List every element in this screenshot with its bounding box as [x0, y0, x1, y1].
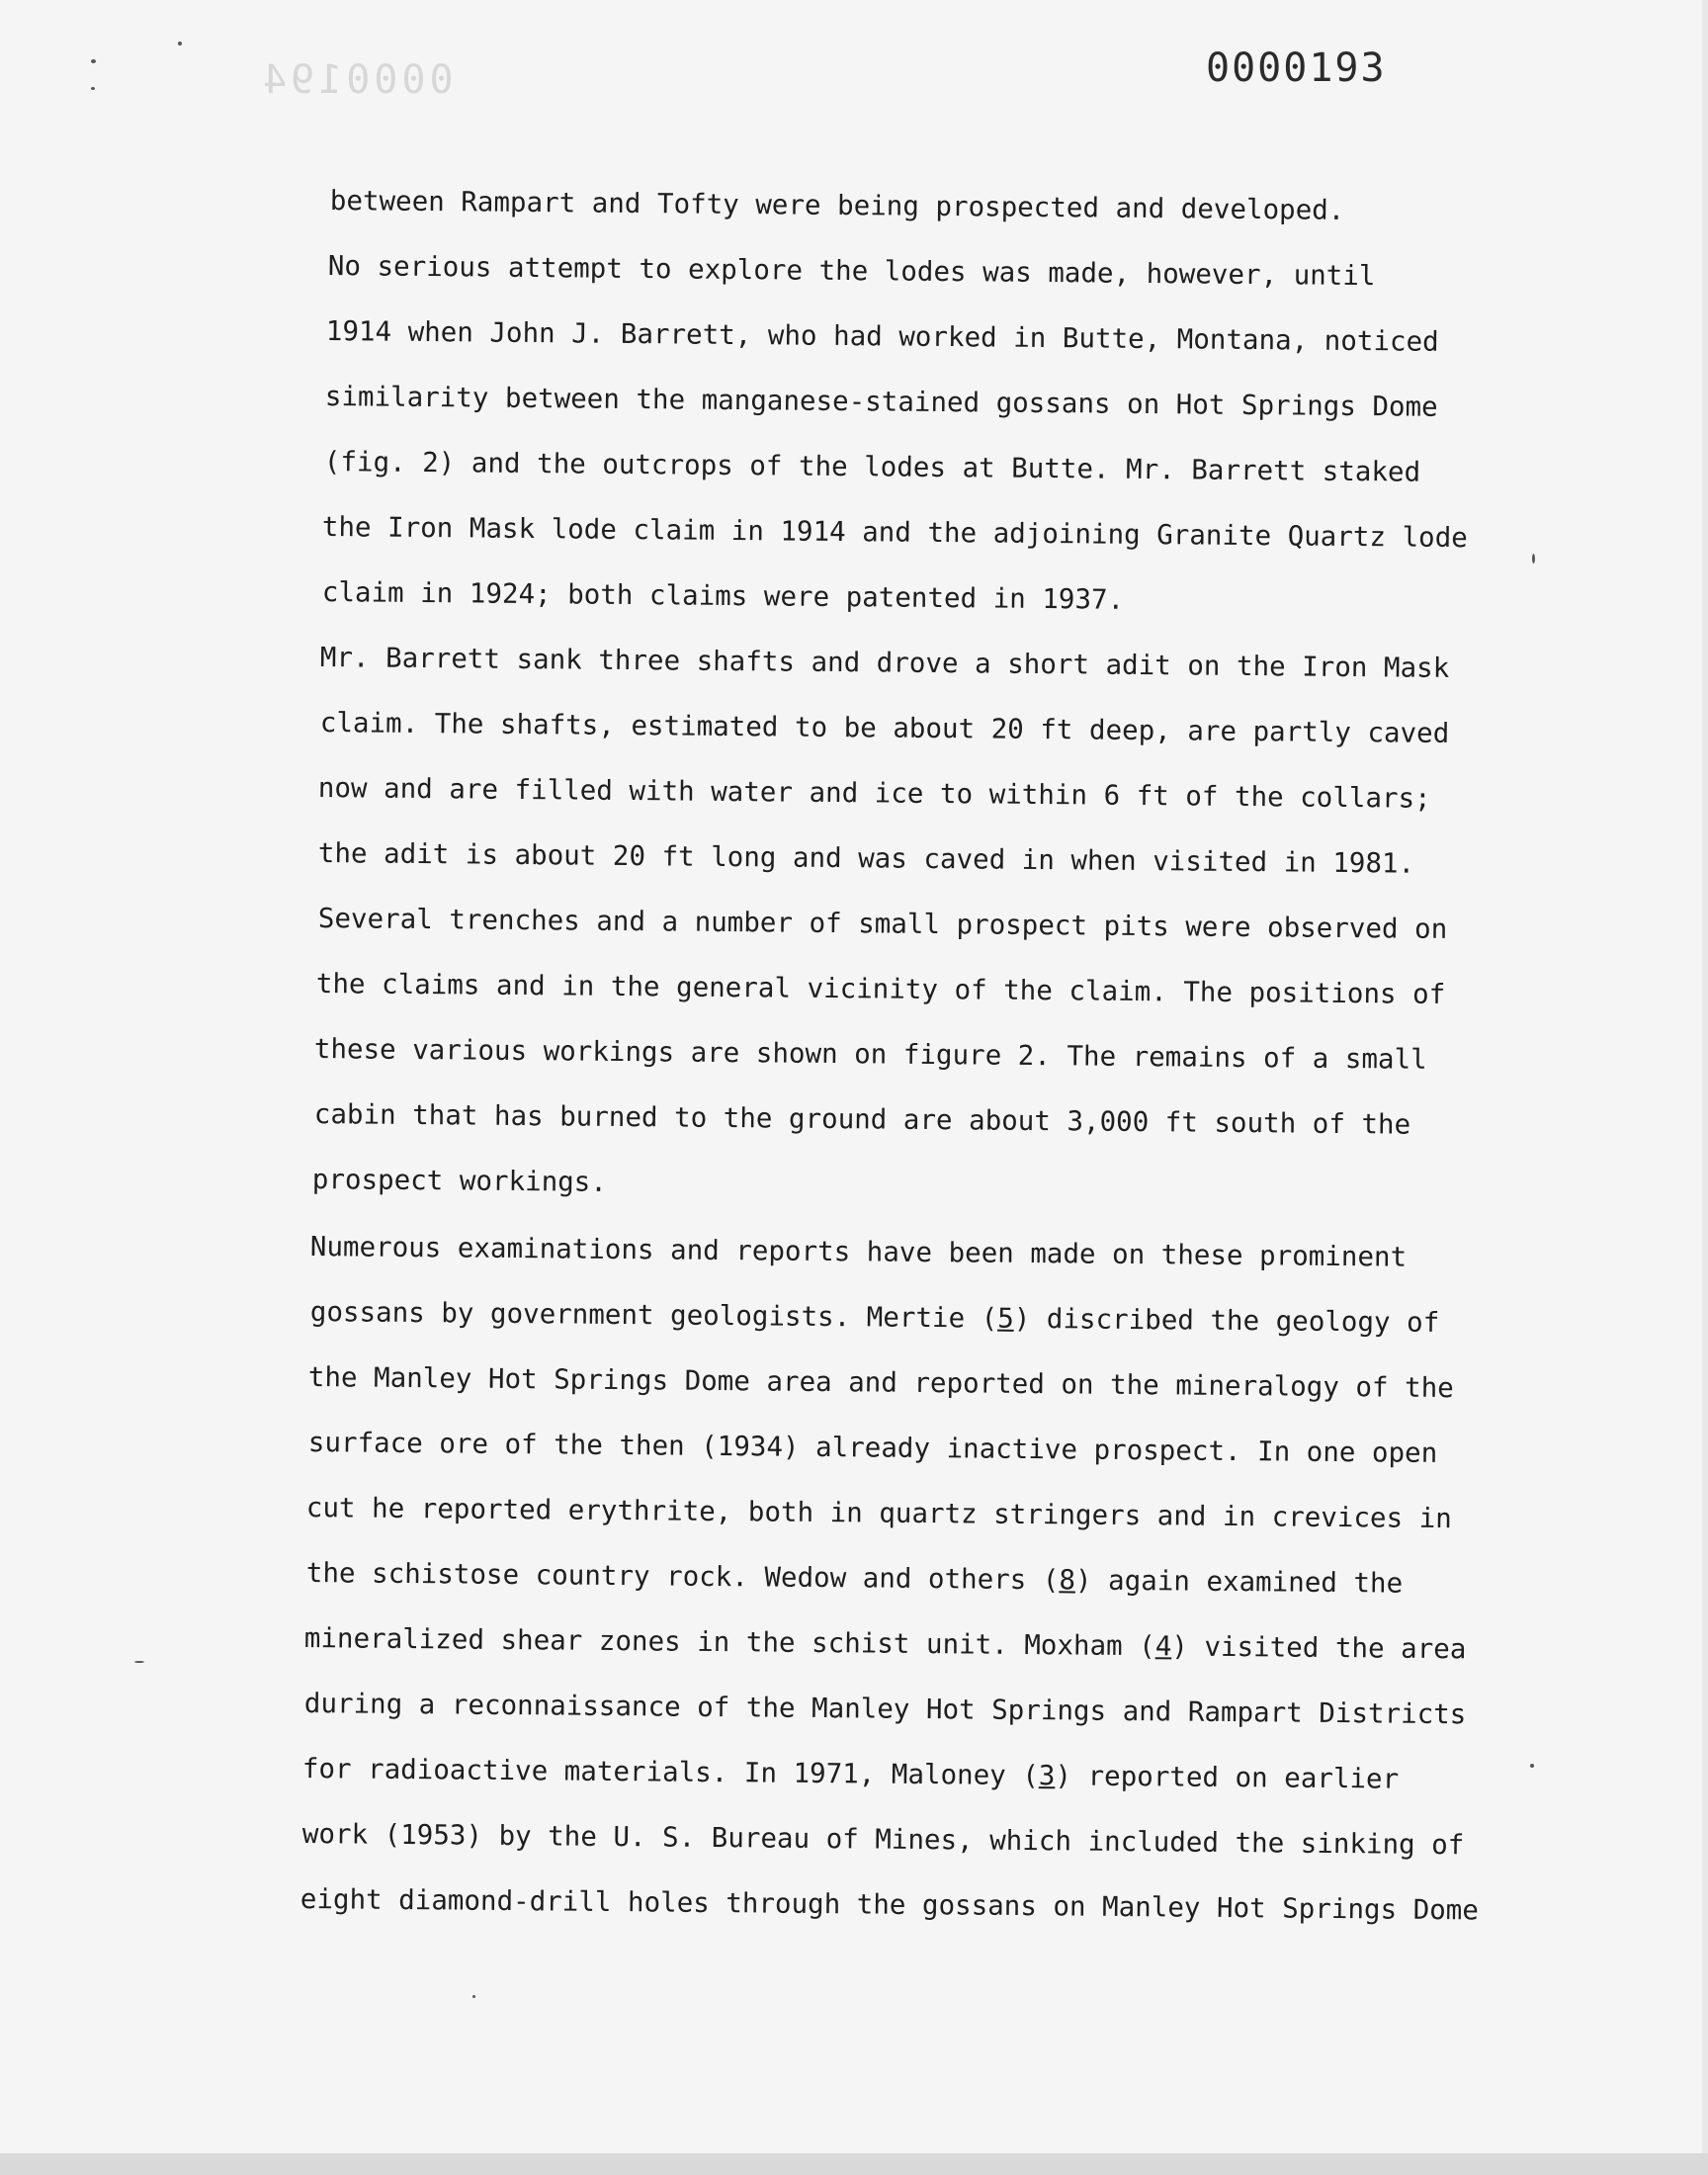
- body-text-line: (fig. 2) and the outcrops of the lodes at Butte. Mr. Barrett staked: [323, 446, 1421, 488]
- body-text-line: Mr. Barrett sank three shafts and drove a short adit on the Iron Mask: [319, 642, 1450, 684]
- page-edge-bottom: [0, 2153, 1708, 2175]
- reference-number: 4: [1154, 1630, 1172, 1663]
- body-text-line: the schistose country rock. Wedow and others (8) again examined the: [305, 1557, 1404, 1600]
- body-text-line: during a reconnaissance of the Manley Hot Springs and Rampart Districts: [303, 1688, 1467, 1731]
- body-text-line: claim in 1924; both claims were patented in 1937.: [321, 576, 1125, 616]
- reference-number: 3: [1038, 1760, 1056, 1792]
- body-text-line: mineralized shear zones in the schist unit. Moxham (4) visited the area: [303, 1622, 1467, 1666]
- body-text-line: cabin that has burned to the ground are about 3,000 ft south of the: [313, 1098, 1411, 1141]
- body-text-line: No serious attempt to explore the lodes was made, however, until: [327, 250, 1376, 293]
- scan-speck: [1530, 1764, 1534, 1768]
- body-text-line: now and are filled with water and ice to within 6 ft of the collars;: [317, 772, 1431, 815]
- body-text-line: Several trenches and a number of small prospect pits were observed on: [317, 903, 1448, 945]
- body-text-line: prospect workings.: [311, 1164, 608, 1198]
- body-text-line: work (1953) by the U. S. Bureau of Mines, which included the sinking of: [301, 1818, 1465, 1862]
- body-text-line: these various workings are shown on figure 2. The remains of a small: [313, 1033, 1427, 1076]
- body-text-line: 1914 when John J. Barrett, who had worked in Butte, Montana, noticed: [325, 315, 1439, 358]
- scan-speck: [91, 87, 95, 90]
- bleed-through-page-number: 0000194: [259, 57, 454, 103]
- body-text-line: surface ore of the then (1934) already inactive prospect. In one open: [307, 1427, 1438, 1469]
- reference-number: 8: [1059, 1564, 1076, 1597]
- body-text-line: similarity between the manganese-stained gossans on Hot Springs Dome: [324, 381, 1438, 423]
- scan-speck: [91, 59, 96, 63]
- scan-speck: [178, 42, 182, 45]
- body-text-line: cut he reported erythrite, both in quartz stringers and in crevices in: [305, 1492, 1452, 1535]
- body-text-line: for radioactive materials. In 1971, Maloney (3) reported on earlier: [301, 1753, 1400, 1795]
- body-text-line: gossans by government geologists. Mertie (5) discribed the geology of: [309, 1296, 1440, 1339]
- scan-speck: [134, 1661, 144, 1663]
- body-text-line: claim. The shafts, estimated to be about 20 ft deep, are partly caved: [319, 707, 1450, 749]
- body-text-line: eight diamond-drill holes through the gossans on Manley Hot Springs Dome: [299, 1883, 1480, 1927]
- body-text-line: the claims and in the general vicinity of the claim. The positions of: [315, 968, 1446, 1010]
- body-text-line: Numerous examinations and reports have been made on these prominent: [309, 1231, 1408, 1273]
- scan-speck: [472, 1995, 475, 1998]
- body-text-line: between Rampart and Tofty were being prospected and developed.: [329, 185, 1345, 226]
- body-text-line: the adit is about 20 ft long and was caved in when visited in 1981.: [317, 837, 1415, 880]
- body-text-line: the Iron Mask lode claim in 1914 and the adjoining Granite Quartz lode: [321, 511, 1468, 555]
- body-text-line: the Manley Hot Springs Dome area and reported on the mineralogy of the: [307, 1361, 1454, 1405]
- page-edge-right: [1702, 0, 1708, 2175]
- reference-number: 5: [997, 1302, 1014, 1335]
- scan-speck: [1532, 554, 1535, 564]
- page-number: 0000193: [1206, 45, 1387, 91]
